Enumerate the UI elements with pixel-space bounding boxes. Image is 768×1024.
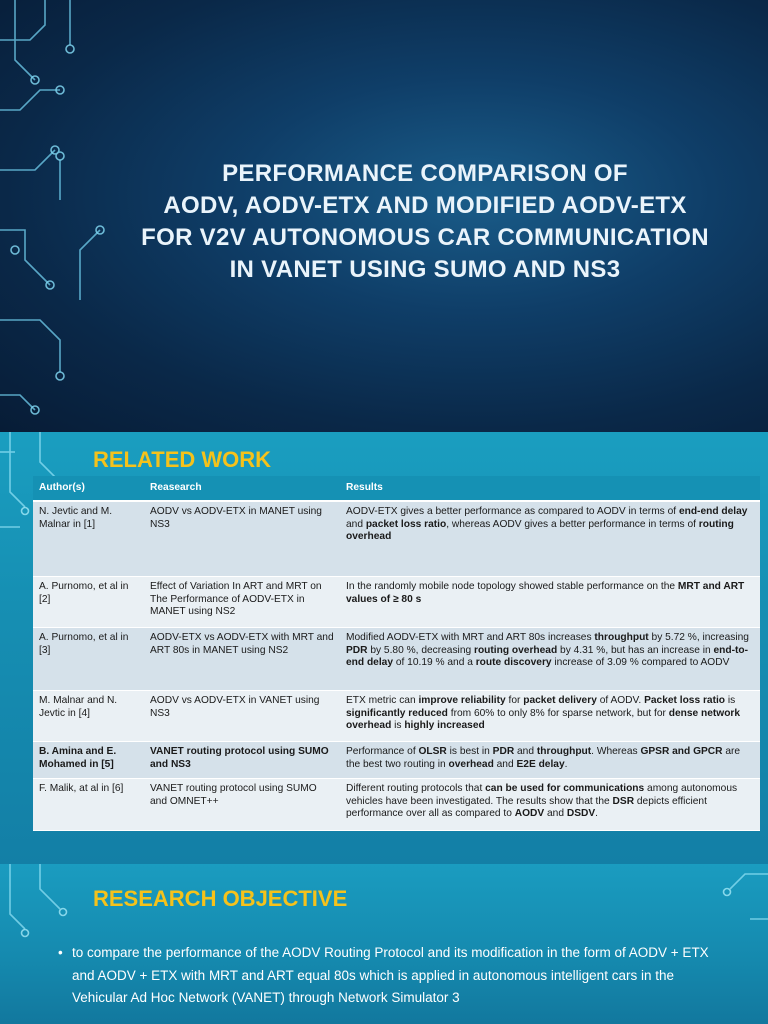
author-cell: F. Malik, at al in [6] (33, 779, 144, 831)
table-row (33, 691, 760, 742)
results-text: of AODV. (596, 695, 645, 706)
author-cell: N. Jevtic and M. Malnar in [1] (33, 501, 144, 577)
results-text: highly increased (404, 720, 485, 731)
results-text: . Whereas (591, 746, 641, 757)
title-line: AODV, AODV-ETX AND MODIFIED AODV-ETX (163, 192, 687, 219)
results-text: by 5.72 %, increasing (648, 632, 749, 643)
research-cell: AODV vs AODV-ETX in MANET using NS3 (144, 501, 340, 577)
results-text: significantly reduced (346, 707, 448, 719)
results-text: are the best two routing in (346, 746, 741, 770)
results-text: dense network overhead (346, 707, 741, 731)
results-text: end-to-end delay (346, 644, 749, 668)
results-text: PDR (492, 746, 515, 757)
results-text: AODV-ETX gives a better performance as compared to AODV in terms of (346, 506, 679, 517)
results-text: routing overhead (346, 518, 734, 542)
section-title: RELATED WORK (93, 447, 272, 472)
title-slide (0, 0, 768, 432)
author-cell: A. Purnomo, et al in [2] (33, 577, 144, 628)
title-line: FOR V2V AUTONOMOUS CAR COMMUNICATION (141, 224, 709, 251)
research-objective-slide (0, 864, 768, 1024)
objective-text: to compare the performance of the AODV Routing Protocol and its modification in the form of AODV + ETX and AODV + ETX with MRT and ART equal 80s which is applied in autonomous intelligent cars in the Vehicular Ad Hoc Network (VANET) through Network Simulator 3 (72, 945, 709, 1005)
results-text: , whereas AODV gives a better performance in terms of (446, 518, 699, 530)
results-text: of 10.19 % and a (393, 657, 476, 668)
results-text: is (391, 720, 405, 731)
results-text: packet delivery (523, 695, 597, 706)
results-text: improve reliability (418, 695, 506, 706)
results-text: In the randomly mobile node topology showed stable performance on the (346, 581, 678, 592)
results-text: DSR (612, 795, 635, 807)
table-header-row (33, 476, 760, 501)
results-text: Packet loss ratio (644, 695, 726, 706)
results-text: packet loss ratio (365, 518, 447, 530)
results-text: and (514, 746, 537, 757)
bullet-dot: • (58, 945, 63, 960)
results-text: routing overhead (473, 644, 558, 656)
results-text: by 5.80 %, decreasing (367, 644, 474, 656)
results-text: is best in (446, 746, 493, 757)
slide-title (110, 158, 740, 286)
objective-bullet (58, 942, 728, 1010)
results-text: end-end delay (678, 506, 748, 517)
header-research: Reasearch (144, 476, 340, 501)
results-text: from 60% to only 8% for sparse network, but for (447, 707, 669, 719)
results-text: and (346, 518, 366, 530)
results-text: . (564, 758, 568, 770)
research-cell: AODV vs AODV-ETX in VANET using NS3 (144, 691, 340, 742)
header-authors: Author(s) (33, 476, 144, 501)
results-cell (340, 628, 760, 691)
results-text: Different routing protocols that (346, 783, 486, 794)
results-text: can be used for communications (485, 783, 645, 794)
table-row (33, 779, 760, 831)
results-text: Performance of (346, 746, 419, 757)
results-text: is (725, 695, 736, 706)
related-work-slide (0, 432, 768, 864)
results-text: increase of 3.09 % compared to AODV (551, 657, 730, 668)
results-text: throughput (536, 746, 592, 757)
results-text: AODV (514, 808, 545, 819)
research-cell: Effect of Variation In ART and MRT on The Performance of AODV-ETX in MANET using NS2 (144, 577, 340, 628)
research-cell: VANET routing protocol using SUMO and NS3 (144, 742, 340, 779)
results-text: and (544, 808, 567, 819)
results-text: for (505, 695, 524, 706)
results-cell (340, 691, 760, 742)
results-cell (340, 779, 760, 831)
table-row (33, 577, 760, 628)
results-text: E2E delay (516, 758, 565, 770)
table-row (33, 501, 760, 577)
section-title: RESEARCH OBJECTIVE (93, 886, 348, 911)
author-cell: A. Purnomo, et al in [3] (33, 628, 144, 691)
results-text: among autonomous vehicles have been investigated. The results show that the (346, 783, 738, 807)
results-text: GPSR and GPCR (640, 746, 723, 757)
results-text: by 4.31 %, but has an increase in (557, 644, 714, 656)
header-results: Results (340, 476, 760, 501)
results-cell (340, 577, 760, 628)
author-cell: B. Amina and E. Mohamed in [5] (33, 742, 144, 779)
results-text: ETX metric can (346, 695, 419, 706)
research-cell: VANET routing protocol using SUMO and OMNET++ (144, 779, 340, 831)
results-text: OLSR (418, 746, 447, 757)
results-text: route discovery (475, 657, 552, 668)
related-work-table (33, 476, 760, 831)
results-cell (340, 501, 760, 577)
title-line: PERFORMANCE COMPARISON OF (222, 160, 628, 187)
results-text: PDR (346, 644, 368, 656)
results-text: throughput (594, 632, 649, 643)
results-cell (340, 742, 760, 779)
title-line: IN VANET USING SUMO AND NS3 (229, 256, 621, 283)
results-text: MRT and ART values of ≥ 80 s (346, 581, 745, 605)
research-cell: AODV-ETX vs AODV-ETX with MRT and ART 80s in MANET using NS2 (144, 628, 340, 691)
results-text: . (595, 808, 599, 819)
results-text: DSDV (566, 808, 596, 819)
results-text: Modified AODV-ETX with MRT and ART 80s increases (346, 632, 595, 643)
results-text: depicts efficient performance over all as compared to (346, 795, 707, 819)
author-cell: M. Malnar and N. Jevtic in [4] (33, 691, 144, 742)
results-text: and (493, 758, 517, 770)
table-row (33, 742, 760, 779)
table-row (33, 628, 760, 691)
results-text: overhead (448, 758, 494, 770)
